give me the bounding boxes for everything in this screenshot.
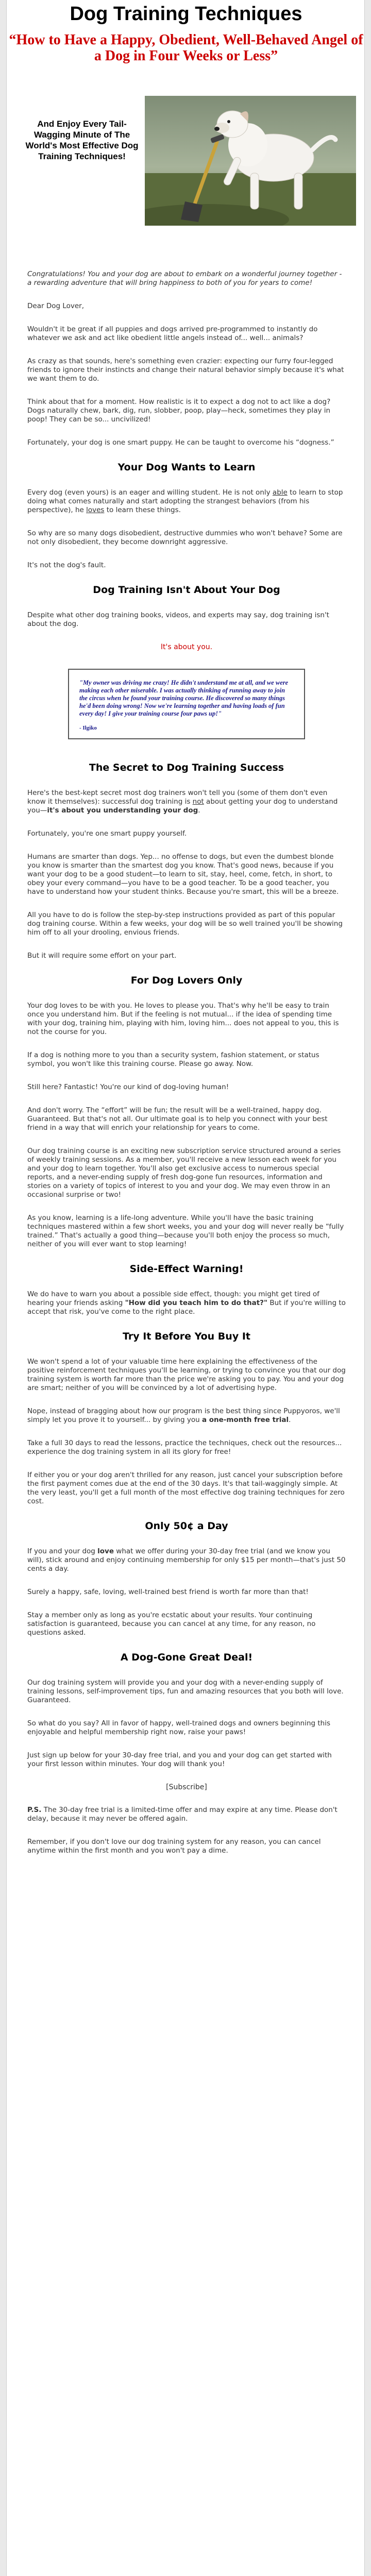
paragraph: Our dog training system will provide you and your dog with a never-ending supply of training lessons, self-improvement tips, fun and amazing resources that you both will love. Guaranteed. xyxy=(27,1679,344,1704)
heading-price: Only 50¢ a Day xyxy=(145,1520,228,1532)
paragraph: Fortunately, you're one smart puppy yourself. xyxy=(27,829,187,838)
paragraph: Wouldn't it be great if all puppies and dogs arrived pre-programmed to instantly do whatever we ask and act like obedient little angels instead of... well... animals? xyxy=(27,325,318,342)
heading-side-effect-warning: Side-Effect Warning! xyxy=(129,1263,244,1275)
headline-subtitle: “How to Have a Happy, Obedient, Well-Behaved Angel of a Dog in Four Weeks or Less” xyxy=(9,32,363,64)
heading-secret: The Secret to Dog Training Success xyxy=(89,762,284,773)
paragraph: Just sign up below for your 30-day free trial, and you and your dog can get started with your first lesson within minutes. Your dog will thank you! xyxy=(27,1751,332,1768)
hero-tagline: And Enjoy Every Tail-Wagging Minute of The World's Most Effective Dog Training Techniques! xyxy=(25,119,139,161)
paragraph: But it will require some effort on your part. xyxy=(27,952,177,960)
page-title: Dog Training Techniques xyxy=(70,3,302,25)
paragraph: Stay a member only as long as you're ecstatic about your results. Your continuing satisfaction is guaranteed, because you can cancel at any time, for any reason, no questions asked. xyxy=(27,1611,316,1637)
heading-dog-wants-to-learn: Your Dog Wants to Learn xyxy=(117,462,256,473)
testimonial-box xyxy=(68,669,305,739)
paragraph: Surely a happy, safe, loving, well-trained best friend is worth far more than that! xyxy=(27,1588,309,1596)
paragraph: Fortunately, your dog is one smart puppy. He can be taught to overcome his “dogness.” xyxy=(27,438,334,447)
paragraph: Every dog (even yours) is an eager and willing student. He is not only able to learn to stop doing what comes naturally and start adopting the strangest behaviors (from his perspective), he loves to learn these things. xyxy=(27,488,343,514)
paragraph: And don't worry. The “effort” will be fun; the result will be a well-trained, happy dog. Guaranteed. But that's not all. Our ultimate goal is to help you connect with your best friend in a way that will enrich your relationship for years to come. xyxy=(27,1106,328,1132)
dog-with-shovel-image xyxy=(145,96,356,226)
paragraph: Here's the best-kept secret most dog trainers won't tell you (some of them don't even know it themselves): successful dog training is not about getting your dog to understand you—it's about you understanding your dog. xyxy=(27,789,338,815)
paragraph: Think about that for a moment. How realistic is it to expect a dog not to act like a dog? Dogs naturally chew, bark, dig, run, slobber, poop, play—heck, sometimes they play in poop! They can be so... uncivilized! xyxy=(27,398,331,423)
testimonial-author: - Ilgiko xyxy=(79,725,97,731)
postscript: P.S. The 30-day free trial is a limited-time offer and may expire at any time. Please don't delay, because it may never be offered again. xyxy=(27,1806,338,1823)
paragraph: Still here? Fantastic! You're our kind of dog-loving human! xyxy=(27,1083,229,1091)
paragraph: Humans are smarter than dogs. Yep... no offense to dogs, but even the dumbest blonde you know is smarter than the smartest dog you know. That's good news, because if you want your dog to be a good student—to learn to sit, stay, heel, come, fetch, in short, to obey your every command—you have to be a good teacher. To be a good teacher, you have to understand how your student thinks. Because you're smart, this will be a breeze. xyxy=(27,853,339,896)
heading-dog-lovers-only: For Dog Lovers Only xyxy=(130,975,243,986)
paragraph: As you know, learning is a life-long adventure. While you'll have the basic training techniques mastered within a few short weeks, you and your dog will never really be “fully trained.” That's actually a good thing—because you'll both enjoy the process so much, neither of you will ever want to stop learning! xyxy=(27,1214,344,1248)
heading-great-deal: A Dog-Gone Great Deal! xyxy=(120,1652,253,1663)
paragraph: So what do you say? All in favor of happy, well-trained dogs and owners beginning this enjoyable and helpful membership right now, raise your paws! xyxy=(27,1719,330,1736)
paragraph: We won't spend a lot of your valuable time here explaining the effectiveness of the positive reinforcement techniques you'll be learning, or trying to convince you that our dog training system is worth far more than the price we're asking you to pay. You and your dog are smart; neither of you will be convinced by a lot of advertising hype. xyxy=(27,1358,346,1392)
paragraph: So why are so many dogs disobedient, destructive dummies who won't behave? Some are not only disobedient, they become downright aggressive. xyxy=(27,529,343,546)
sales-page xyxy=(6,0,365,2576)
dog-leg xyxy=(250,173,259,209)
heading-try-before-buy: Try It Before You Buy It xyxy=(123,1331,250,1342)
paragraph: Despite what other dog training books, videos, and experts may say, dog training isn't about the dog. xyxy=(27,611,329,628)
paragraph: As crazy as that sounds, here's something even crazier: expecting our furry four-legged friends to ignore their instincts and change their natural behavior simply because it's what we want them to do. xyxy=(27,357,344,383)
hero-section xyxy=(17,96,357,226)
paragraph: It's not the dog's fault. xyxy=(27,561,106,569)
paragraph: Take a full 30 days to read the lessons, practice the techniques, check out the resources... experience the dog training system in all its glory for free! xyxy=(27,1439,342,1456)
paragraph: Your dog loves to be with you. He loves to please you. That's why he'll be easy to train once you understand him. But if the feeling is not mutual... if the idea of spending time with your dog, training him, playing with him, loving him... does not appeal to you, this is not the course for you. xyxy=(27,1002,339,1036)
paragraph: If a dog is nothing more to you than a security system, fashion statement, or status symbol, you won't like this training course. Please go away. Now. xyxy=(27,1051,319,1068)
paragraph: If either you or your dog aren't thrilled for any reason, just cancel your subscription before the first payment comes due at the end of the 30 days. It's that tail-waggingly simple. At the very least, you'll get a full month of the most effective dog training techniques for zero cost. xyxy=(27,1471,345,1505)
dog-leg xyxy=(294,173,302,209)
paragraph: We do have to warn you about a possible side effect, though: you might get tired of hearing your friends asking "How did you teach him to do that?" But if you're willing to accept that risk, you've come to the right place. xyxy=(27,1290,346,1316)
salutation: Dear Dog Lover, xyxy=(27,302,85,310)
closing-paragraph: Remember, if you don't love our dog training system for any reason, you can cancel anytime within the first month and you won't pay a dime. xyxy=(27,1838,321,1855)
paragraph: Nope, instead of bragging about how our program is the best thing since Puppyoros, we'll simply let you prove it to yourself... by giving you a one-month free trial. xyxy=(27,1407,340,1424)
testimonial-quote: "My owner was driving me crazy! He didn't understand me at all, and we were making each other miserable. I was actually thinking of running away to join the circus when he found your training course. He discovered so many things he'd been doing wrong! Now we're learning together and having loads of fun every day! I give your training course four paws up!" xyxy=(79,679,289,717)
heading-not-about-your-dog: Dog Training Isn't About Your Dog xyxy=(93,584,280,596)
subscribe-link[interactable]: [Subscribe] xyxy=(166,1783,207,1791)
letter-body xyxy=(27,270,346,1870)
intro-paragraph: Congratulations! You and your dog are about to embark on a wonderful journey together - a rewarding adventure that will bring happiness to both of you for years to come! xyxy=(27,270,342,287)
emphasis-line: It's about you. xyxy=(160,643,213,651)
paragraph: Our dog training course is an exciting new subscription service structured around a series of weekly training sessions. As a member, you'll receive a new lesson each week for you and your dog to learn together. You'll also get exclusive access to numerous special reports, and a never-ending supply of fresh dog-gone fun resources, information and stories on a variety of topics of interest to you and your dog. We may even throw in an occasional surprise or two! xyxy=(27,1147,341,1199)
paragraph: All you have to do is follow the step-by-step instructions provided as part of this popular dog training course. Within a few weeks, your dog will be so well trained you'll be showing him off to all your drooling, envious friends. xyxy=(27,911,343,937)
paragraph: If you and your dog love what we offer during your 30-day free trial (and we know you will), stick around and enjoy continuing membership for only $15 per month—that's just 50 cents a day. xyxy=(27,1547,346,1573)
